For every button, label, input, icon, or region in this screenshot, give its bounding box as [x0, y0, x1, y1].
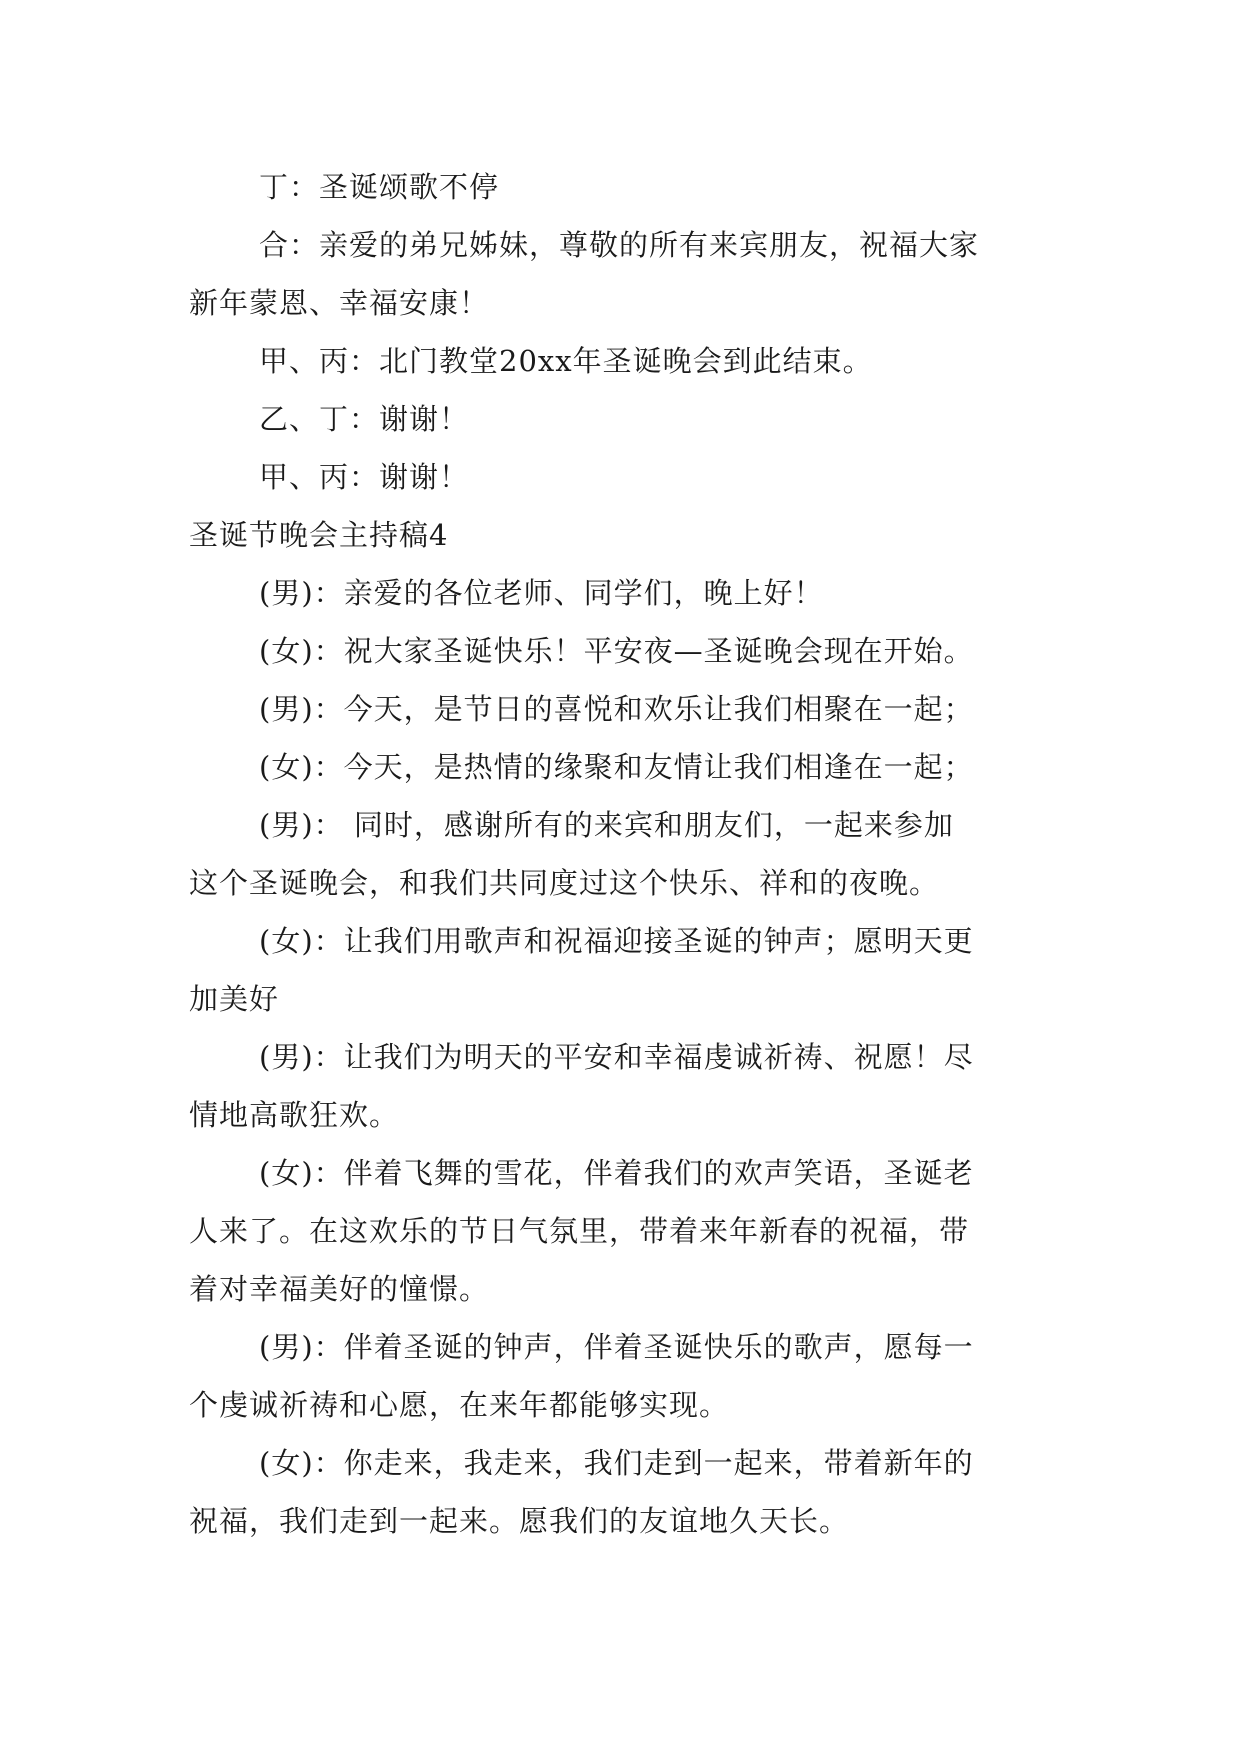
- text-line: 着对幸福美好的憧憬。: [189, 1272, 490, 1306]
- text-line: (男)：今天，是节日的喜悦和欢乐让我们相聚在一起；: [259, 692, 974, 726]
- text-line: (男)：让我们为明天的平安和幸福虔诚祈祷、祝愿！尽: [259, 1040, 974, 1074]
- text-line: 情地高歌狂欢。: [189, 1098, 400, 1132]
- text-line: 合：亲爱的弟兄姊妹，尊敬的所有来宾朋友，祝福大家: [259, 228, 980, 262]
- paragraph: [189, 1028, 1069, 1144]
- paragraph: [189, 1318, 1069, 1434]
- text-line: (女)：祝大家圣诞快乐！平安夜—圣诞晚会现在开始。: [259, 634, 974, 668]
- text-line: 个虔诚祈祷和心愿，在来年都能够实现。: [189, 1388, 730, 1422]
- text-line: 祝福，我们走到一起来。愿我们的友谊地久天长。: [189, 1504, 850, 1538]
- paragraph: [189, 564, 1069, 622]
- text-line: (女)：让我们用歌声和祝福迎接圣诞的钟声；愿明天更: [259, 924, 974, 958]
- paragraph: [189, 332, 1069, 390]
- section-heading: [189, 506, 1069, 564]
- paragraph: [189, 738, 1069, 796]
- paragraph: [189, 680, 1069, 738]
- paragraph: [189, 1434, 1069, 1550]
- text-line: 人来了。在这欢乐的节日气氛里，带着来年新春的祝福，带: [189, 1214, 970, 1248]
- paragraph: [189, 912, 1069, 1028]
- text-line: (男)：伴着圣诞的钟声，伴着圣诞快乐的歌声，愿每一: [259, 1330, 974, 1364]
- text-line: 丁：圣诞颂歌不停: [259, 170, 500, 204]
- text-line: 这个圣诞晚会，和我们共同度过这个快乐、祥和的夜晚。: [189, 866, 940, 900]
- heading-text: 圣诞节晚会主持稿4: [189, 518, 449, 552]
- text-line: (女)：今天，是热情的缘聚和友情让我们相逢在一起；: [259, 750, 974, 784]
- paragraph: [189, 158, 1069, 216]
- text-line: (男)： 同时，感谢所有的来宾和朋友们，一起来参加: [259, 808, 954, 842]
- document-body: [189, 158, 1069, 1550]
- text-line: 加美好: [189, 982, 280, 1016]
- paragraph: [189, 796, 1069, 912]
- text-line: 甲、丙：谢谢！: [259, 460, 470, 494]
- text-line: (男)：亲爱的各位老师、同学们，晚上好！: [259, 576, 824, 610]
- text-line: (女)：你走来，我走来，我们走到一起来，带着新年的: [259, 1446, 974, 1480]
- text-line: (女)：伴着飞舞的雪花，伴着我们的欢声笑语，圣诞老: [259, 1156, 974, 1190]
- paragraph: [189, 216, 1069, 332]
- paragraph: [189, 390, 1069, 448]
- paragraph: [189, 448, 1069, 506]
- paragraph: [189, 1144, 1069, 1318]
- text-line: 乙、丁：谢谢！: [259, 402, 470, 436]
- text-line: 新年蒙恩、幸福安康！: [189, 286, 490, 320]
- paragraph: [189, 622, 1069, 680]
- text-line: 甲、丙：北门教堂20xx年圣诞晚会到此结束。: [259, 344, 873, 378]
